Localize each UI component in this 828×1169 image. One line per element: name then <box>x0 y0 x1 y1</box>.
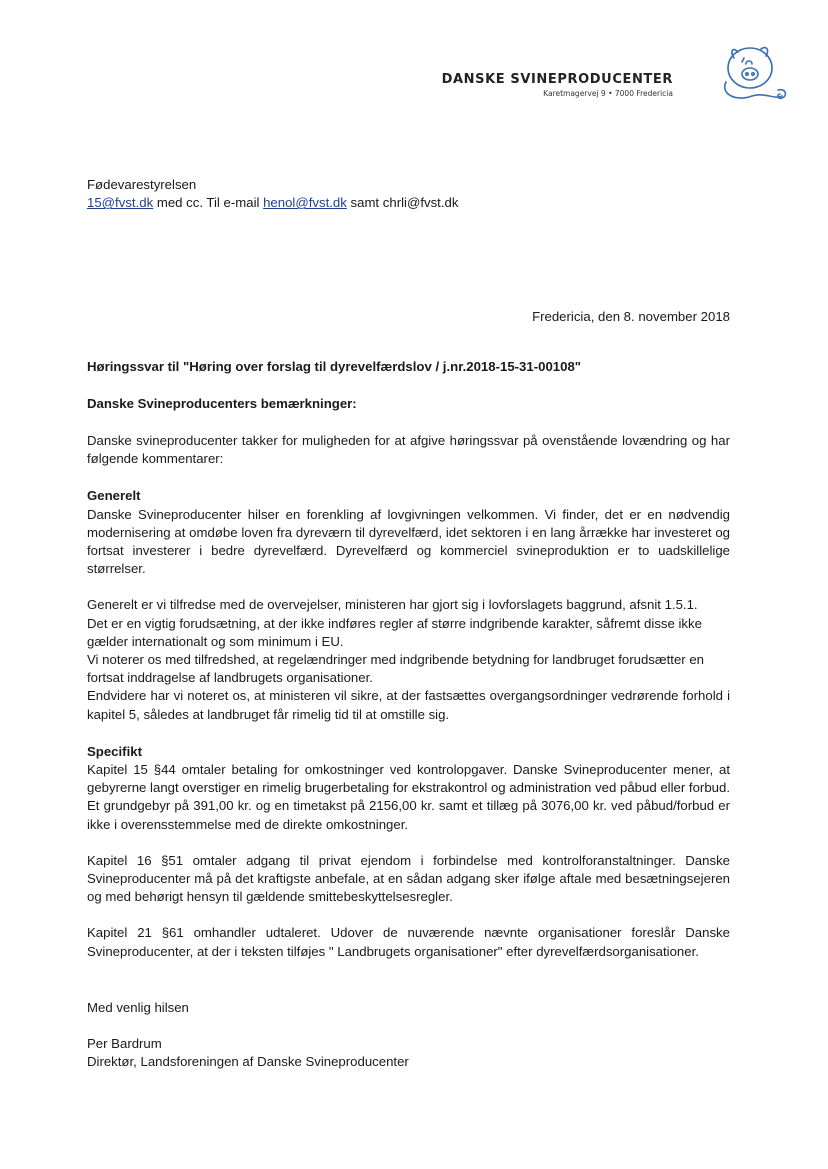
general-paragraph-1: Danske Svineproducenter hilser en forenkling af lovgivningen velkommen. Vi finder, det er en nødvendig modernisering at omdøbe loven fra dyreværn til dyrevelfærd, idet sektoren i en lang årrække har investeret og fortsat investerer i bedre dyrevelfærd. Dyrevelfærd og kommerciel svineproduktion er to uadskillelige størrelser. <box>87 506 730 577</box>
subject-line: Høringssvar til "Høring over forslag til dyrevelfærdslov / j.nr.2018-15-31-00108" <box>87 358 582 374</box>
signature-block <box>87 1035 730 1071</box>
email-link-cc[interactable]: henol@fvst.dk <box>263 195 347 211</box>
general-paragraph-5: Endvidere har vi noteret os, at ministeren vil sikre, at der fastsættes overgangsordninger vedrørende forhold i kapitel 5, således at landbruget får rimelig tid til at omstille sig. <box>87 688 730 722</box>
intro-paragraph: Danske svineproducenter takker for muligheden for at afgive høringssvar på ovenstående lovændring og har følgende kommentarer: <box>87 433 730 467</box>
signatory-name: Per Bardrum <box>87 1036 162 1052</box>
recipient-emails <box>87 194 730 212</box>
letter-body <box>87 176 730 1072</box>
closing-line: Med venlig hilsen <box>87 999 189 1015</box>
section-heading-general: Generelt <box>87 488 141 504</box>
remarks-title: Danske Svineproducenters bemærkninger: <box>87 395 357 411</box>
specific-paragraph-1: Kapitel 15 §44 omtaler betaling for omkostninger ved kontrolopgaver. Danske Svineproducenter mener, at gebyrerne langt overstiger en rimelig brugerbetaling for ekstrakontrol og administration ved påbud eller forbud. Et grundgebyr på 391,00 kr. og en timetakst på 2156,00 kr. samt et tillæg på 3076,00 kr. ved påbud/forbud er ikke i overensstemmelse med de direkte omkostninger. <box>87 762 730 832</box>
signatory-title: Direktør, Landsforeningen af Danske Svineproducenter <box>87 1054 409 1070</box>
org-name: DANSKE SVINEPRODUCENTER <box>441 72 673 87</box>
recipient-org: Fødevarestyrelsen <box>87 177 197 192</box>
general-paragraph-3: Det er en vigtig forudsætning, at der ikke indføres regler af større indgribende karakter, såfremt disse ikke gælder internationalt og som minimum i EU. <box>87 615 702 649</box>
date-line: Fredericia, den 8. november 2018 <box>532 309 730 325</box>
cc-text: med cc. Til e-mail <box>153 195 264 211</box>
email-link-primary[interactable]: 15@fvst.dk <box>87 195 154 211</box>
specific-paragraph-2: Kapitel 16 §51 omtaler adgang til privat ejendom i forbindelse med kontrolforanstaltninger. Danske Svineproducenter må på det kraftigste anbefale, at en sådan adgang sker ifølge aftale med besætningsejeren og med behørigt hensyn til gældende smittebeskyttelsesregler. <box>87 852 730 905</box>
general-paragraph-4: Vi noterer os med tilfredshed, at regelændringer med indgribende betydning for landbruget forudsætter en fortsat inddragelse af landbrugets organisationer. <box>87 652 705 686</box>
pig-logo-icon <box>716 42 788 108</box>
section-heading-specific: Specifikt <box>87 743 142 759</box>
specific-paragraph-3: Kapitel 21 §61 omhandler udtaleret. Udover de nuværende nævnte organisationer foreslår Danske Svineproducenter, at der i teksten tilføjes " Landbrugets organisationer" efter dyrevelfærdsorganisationer. <box>87 925 730 959</box>
cc-tail: samt chrli@fvst.dk <box>346 195 459 211</box>
letterhead <box>441 42 788 112</box>
general-paragraph-2: Generelt er vi tilfredse med de overvejelser, ministeren har gjort sig i lovforslagets baggrund, afsnit 1.5.1. <box>87 597 698 613</box>
org-address: Karetmagervej 9 • 7000 Fredericia <box>543 89 673 98</box>
recipient-block <box>87 176 730 212</box>
